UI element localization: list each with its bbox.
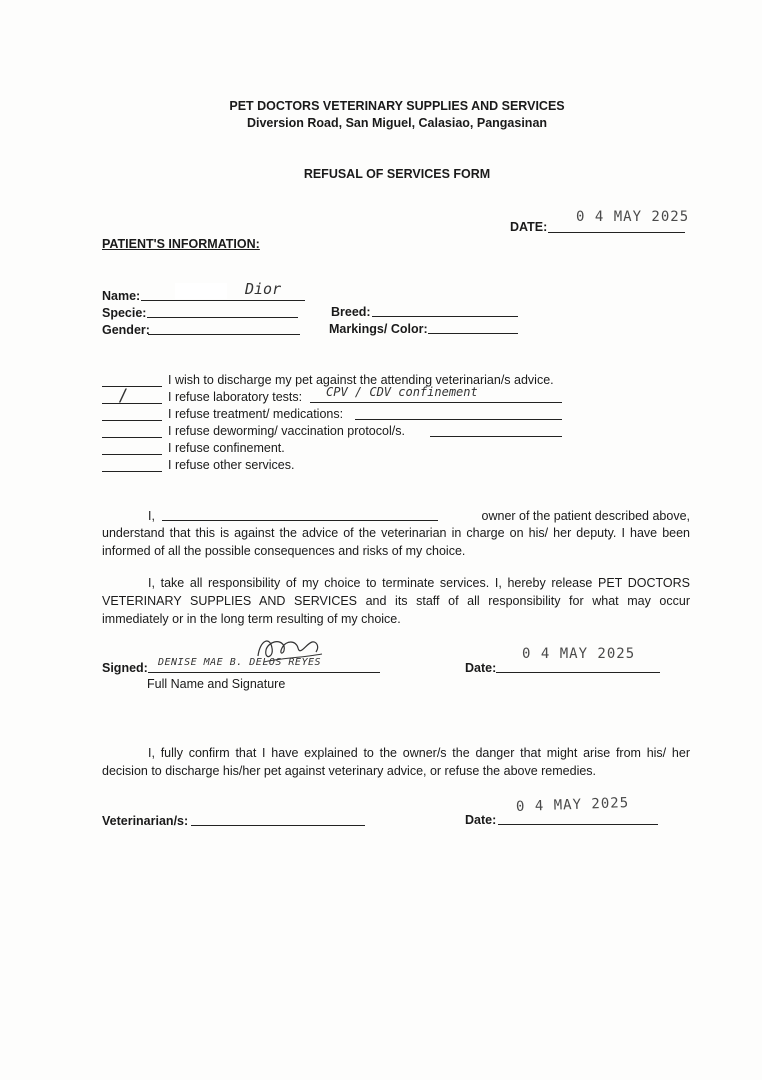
vet-field[interactable]	[191, 825, 365, 826]
date-label-owner: Date:	[465, 661, 497, 675]
signed-label: Signed:	[102, 661, 148, 675]
specie-label: Specie:	[102, 306, 147, 320]
specie-field[interactable]	[147, 317, 298, 318]
signed-value: DENISE MAE B. DELOS REYES	[158, 657, 322, 668]
paragraph2: I, take all responsibility of my choice to terminate services. I, hereby release PET DOCTORS VETERINARY SUPPLIES AND SERVICES and its staff of all responsibility for what may occur immediately or in the long term resulting of my choice.	[102, 576, 690, 626]
breed-label: Breed:	[331, 305, 371, 319]
option-other-services: I refuse other services.	[168, 458, 295, 472]
paragraph1-start: I,	[148, 509, 155, 523]
check-line-other[interactable]	[102, 471, 162, 472]
breed-field[interactable]	[372, 316, 518, 317]
owner-name-field[interactable]	[162, 520, 438, 521]
date-field-vet[interactable]	[498, 824, 658, 825]
company-address: Diversion Road, San Miguel, Calasiao, Pangasinan	[246, 116, 548, 130]
gender-field[interactable]	[148, 334, 300, 335]
treatment-field[interactable]	[355, 419, 562, 420]
lab-tests-field[interactable]	[310, 402, 562, 403]
option-treatment: I refuse treatment/ medications:	[168, 407, 344, 421]
markings-label: Markings/ Color:	[329, 322, 428, 336]
check-line-confinement[interactable]	[102, 454, 162, 455]
paragraph3: I, fully confirm that I have explained to the owner/s the danger that might arise from his/ her decision to discharge his/her pet against veterinary advice, or refuse the above remedies.	[102, 746, 690, 778]
full-name-caption: Full Name and Signature	[147, 677, 286, 691]
signed-field[interactable]	[148, 672, 380, 673]
markings-field[interactable]	[428, 333, 518, 334]
option-deworming: I refuse deworming/ vaccination protocol/s.	[168, 424, 405, 438]
date-label-vet: Date:	[465, 813, 497, 827]
date-stamp-owner: 0 4 MAY 2025	[522, 646, 636, 662]
check-line-treatment[interactable]	[102, 420, 162, 421]
form-title: REFUSAL OF SERVICES FORM	[303, 167, 491, 181]
date-label: DATE:	[510, 220, 548, 234]
date-line[interactable]	[548, 232, 685, 233]
paragraph1-body: understand that this is against the advice of the veterinarian in charge on his/ her deputy. I have been informed of all the possible consequences and risks of my choice.	[102, 526, 690, 558]
date-field-owner[interactable]	[496, 672, 660, 673]
vet-label: Veterinarian/s:	[102, 814, 189, 828]
redaction-box	[175, 283, 227, 299]
company-name: PET DOCTORS VETERINARY SUPPLIES AND SERVICES	[229, 99, 565, 113]
check-line-deworming[interactable]	[102, 437, 162, 438]
name-label: Name:	[102, 289, 141, 303]
patient-info-heading: PATIENT'S INFORMATION:	[102, 237, 260, 251]
date-stamp: 0 4 MAY 2025	[576, 209, 690, 225]
name-field[interactable]	[141, 300, 305, 301]
date-stamp-vet: 0 4 MAY 2025	[515, 795, 630, 815]
check-line-discharge[interactable]	[102, 386, 162, 387]
option-confinement: I refuse confinement.	[168, 441, 285, 455]
lab-tests-handwritten: CPV / CDV confinement	[326, 385, 478, 399]
option-lab-tests: I refuse laboratory tests:	[168, 390, 303, 404]
name-value: Dior	[245, 280, 282, 298]
option-discharge: I wish to discharge my pet against the attending veterinarian/s advice.	[168, 373, 554, 387]
check-line-lab-tests[interactable]	[102, 403, 162, 404]
deworming-field[interactable]	[430, 436, 562, 437]
check-mark-lab-tests: /	[118, 386, 129, 406]
paragraph1-rest: owner of the patient described above,	[481, 509, 690, 523]
gender-label: Gender:	[102, 323, 150, 337]
